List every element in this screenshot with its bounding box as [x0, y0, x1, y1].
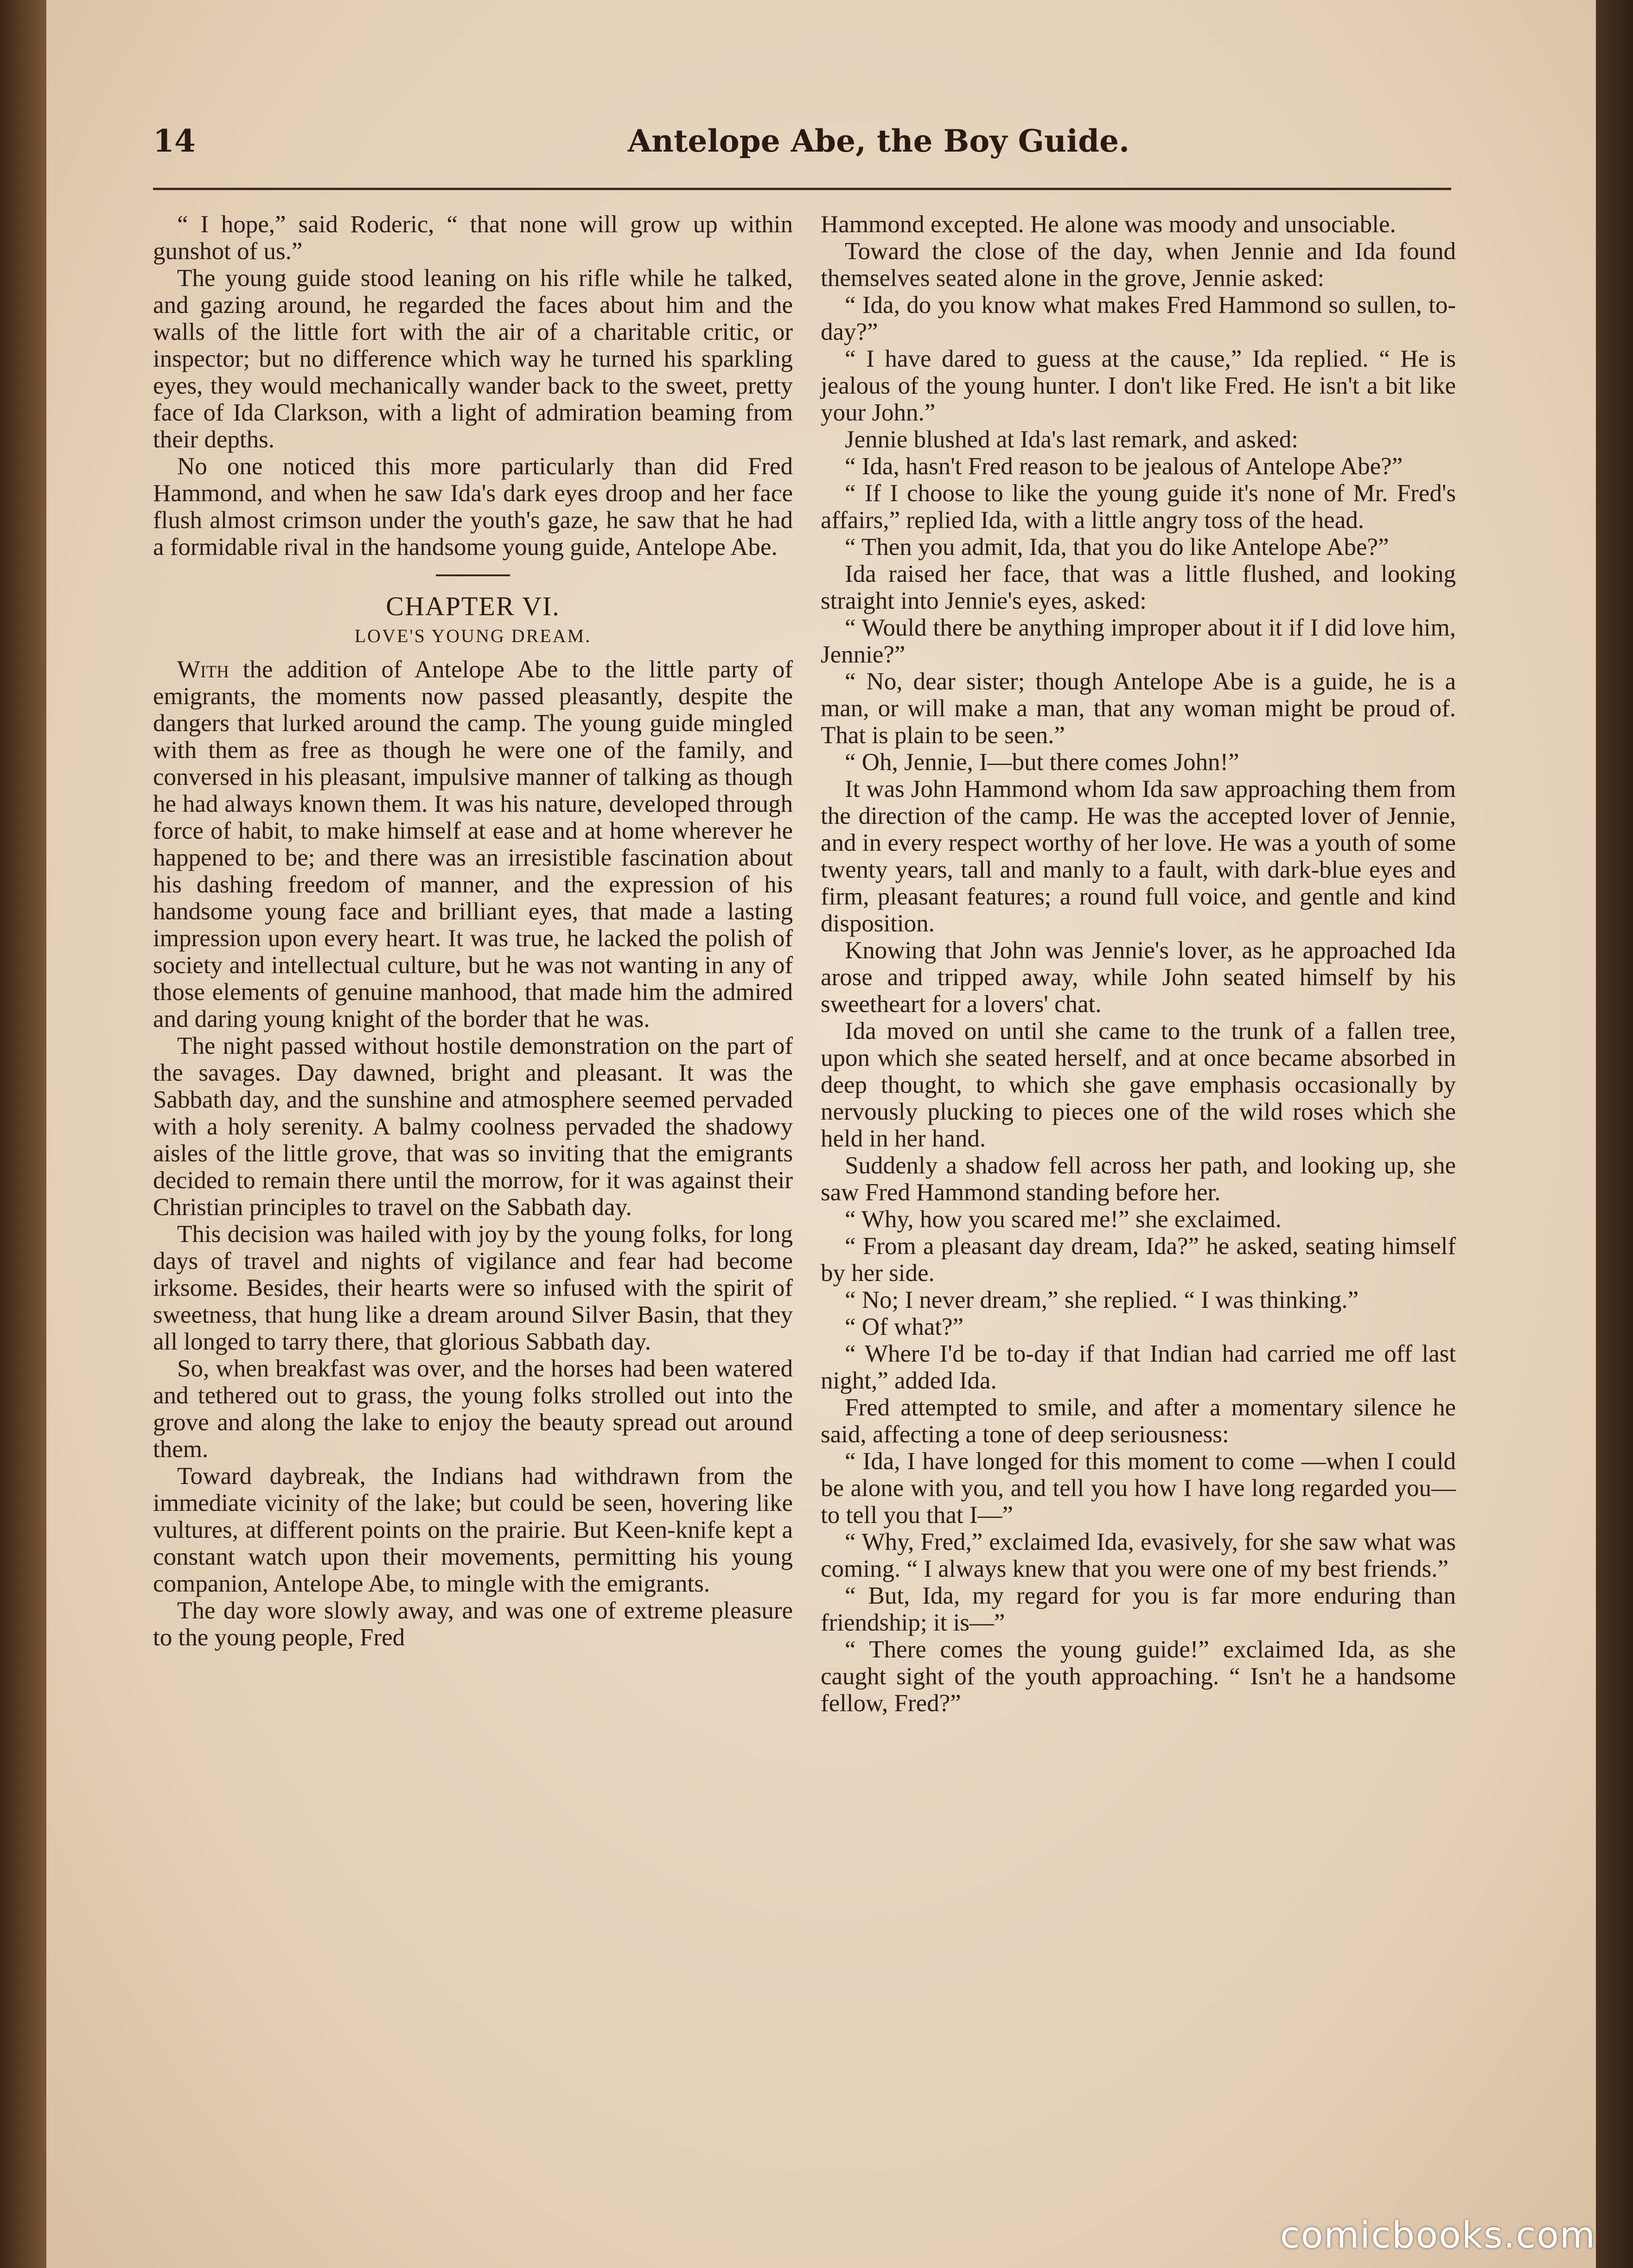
chapter-first-word: With — [177, 656, 229, 683]
paragraph: “ There comes the young guide!” exclaimed Ida, as she caught sight of the youth approaching. “ Isn't he a handsome fellow, Fred?” — [821, 1636, 1456, 1717]
paragraph: “ No; I never dream,” she replied. “ I was thinking.” — [845, 1287, 1359, 1313]
paragraph: Hammond excepted. He alone was moody and unsociable. — [821, 211, 1396, 238]
paragraph: The day wore slowly away, and was one of extreme pleasure to the young people, Fred — [153, 1597, 793, 1651]
chapter-opening-text: the addition of Antelope Abe to the little party of emigrants, the moments now passed pleasantly, despite the dangers that lurked around the camp. The young guide mingled with them as free as though he were one of the family, and conversed in his pleasant, impulsive manner of talking as though he had always known them. It was his nature, developed through force of habit, to make himself at ease and at home wherever he happened to be; and there was an irresistible fascination about his dashing freedom of manner, and the expression of his handsome young face and brilliant eyes, that made a lasting impression upon every heart. It was true, he lacked the polish of society and intellectual culture, but he was not wanting in any of those elements of genuine manhood, that made him the admired and daring young knight of the border that he was. — [153, 656, 793, 1032]
paragraph: It was John Hammond whom Ida saw approaching them from the direction of the camp. He was the accepted lover of Jennie, and in every respect worthy of her love. He was a youth of some twenty years, tall and manly to a fault, with dark-blue eyes and firm, pleasant features; a round full voice, and gentle and kind disposition. — [821, 776, 1456, 937]
page-number: 14 — [153, 123, 196, 159]
paragraph: This decision was hailed with joy by the young folks, for long days of travel and nights of vigilance and fear had become irksome. Besides, their hearts were so infused with the spirit of sweetness, that hung like a dream around Silver Basin, that they all longed to tarry there, that glorious Sabbath day. — [153, 1221, 793, 1355]
chapter-title: CHAPTER VI. — [386, 591, 560, 621]
paragraph: Fred attempted to smile, and after a momentary silence he said, affecting a tone of deep seriousness: — [821, 1394, 1456, 1448]
paragraph: No one noticed this more particularly than did Fred Hammond, and when he saw Ida's dark eyes droop and her face flush almost crimson under the youth's gaze, he saw that he had a formidable rival in the handsome young guide, Antelope Abe. — [153, 453, 793, 561]
paragraph: Ida moved on until she came to the trunk of a fallen tree, upon which she seated herself, and at once became absorbed in deep thought, to which she gave emphasis occasionally by nervously plucking to pieces one of the wild roses which she held in her hand. — [821, 1018, 1456, 1152]
binding-edge — [0, 0, 46, 2268]
paragraph: Toward the close of the day, when Jennie and Ida found themselves seated alone in the grove, Jennie asked: — [821, 238, 1456, 292]
paragraph: “ No, dear sister; though Antelope Abe is a guide, he is a man, or will make a man, that any woman might be proud of. That is plain to be seen.” — [821, 668, 1456, 749]
paragraph: “ I have dared to guess at the cause,” Ida replied. “ He is jealous of the young hunter. I don't like Fred. He isn't a bit like your John.” — [821, 345, 1456, 426]
paragraph: “ Would there be anything improper about it if I did love him, Jennie?” — [821, 614, 1456, 668]
header-rule — [153, 188, 1451, 190]
paragraph: Knowing that John was Jennie's lover, as he approached Ida arose and tripped away, while John seated himself by his sweetheart for a lovers' chat. — [821, 937, 1456, 1018]
paragraph: Ida raised her face, that was a little flushed, and looking straight into Jennie's eyes, asked: — [821, 561, 1456, 614]
paragraph: “ Oh, Jennie, I—but there comes John!” — [845, 749, 1239, 776]
paragraph: “ Of what?” — [845, 1313, 964, 1340]
paragraph: “ From a pleasant day dream, Ida?” he asked, seating himself by her side. — [821, 1233, 1456, 1287]
paragraph: “ Ida, hasn't Fred reason to be jealous of Antelope Abe?” — [845, 453, 1403, 480]
paragraph: “ Why, Fred,” exclaimed Ida, evasively, for she saw what was coming. “ I always knew that you were one of my best friends.” — [821, 1529, 1456, 1582]
paragraph: “ Ida, I have longed for this moment to come —when I could be alone with you, and tell you how I have long regarded you—to tell you that I—” — [821, 1448, 1456, 1529]
paragraph: “ Ida, do you know what makes Fred Hammond so sullen, to-day?” — [821, 292, 1456, 345]
paragraph: The young guide stood leaning on his rifle while he talked, and gazing around, he regarded the faces about him and the walls of the little fort with the air of a charitable critic, or inspector; but no difference which way he turned his sparkling eyes, they would mechanically wander back to the sweet, pretty face of Ida Clarkson, with a light of admiration beaming from their depths. — [153, 265, 793, 453]
paragraph: Toward daybreak, the Indians had withdrawn from the immediate vicinity of the lake; but could be seen, hovering like vultures, at different points on the prairie. But Keen-knife kept a constant watch upon their movements, permitting his young companion, Antelope Abe, to mingle with the emigrants. — [153, 1463, 793, 1597]
paragraph: “ Then you admit, Ida, that you do like Antelope Abe?” — [845, 534, 1389, 561]
chapter-opening-paragraph — [153, 656, 793, 1032]
paragraph: “ If I choose to like the young guide it's none of Mr. Fred's affairs,” replied Ida, with a little angry toss of the head. — [821, 480, 1456, 534]
page-header — [109, 118, 1454, 174]
paragraph: Jennie blushed at Ida's last remark, and asked: — [845, 426, 1298, 453]
paragraph: “ I hope,” said Roderic, “ that none will grow up within gunshot of us.” — [153, 211, 793, 265]
paragraph: The night passed without hostile demonstration on the part of the savages. Day dawned, bright and pleasant. It was the Sabbath day, and the sunshine and atmosphere seemed pervaded with a holy serenity. A balmy coolness pervaded the shadowy aisles of the little grove, that was so inviting that the emigrants decided to remain there until the morrow, for it was against their Christian principles to travel on the Sabbath day. — [153, 1032, 793, 1221]
page-edge — [1596, 0, 1633, 2268]
paragraph: Suddenly a shadow fell across her path, and looking up, she saw Fred Hammond standing before her. — [821, 1152, 1456, 1206]
site-watermark: comicbooks.com — [1280, 2215, 1596, 2256]
left-column — [153, 211, 793, 1651]
paragraph: “ Where I'd be to-day if that Indian had carried me off last night,” added Ida. — [821, 1340, 1456, 1394]
section-divider — [436, 574, 510, 576]
right-column — [821, 211, 1456, 1717]
paragraph: “ Why, how you scared me!” she exclaimed. — [845, 1206, 1282, 1233]
paragraph: “ But, Ida, my regard for you is far more enduring than friendship; it is—” — [821, 1582, 1456, 1636]
running-title: Antelope Abe, the Boy Guide. — [627, 123, 1130, 159]
chapter-subtitle: LOVE'S YOUNG DREAM. — [354, 625, 592, 646]
paragraph: So, when breakfast was over, and the horses had been watered and tethered out to grass, the young folks strolled out into the grove and along the lake to enjoy the beauty spread out around them. — [153, 1355, 793, 1463]
